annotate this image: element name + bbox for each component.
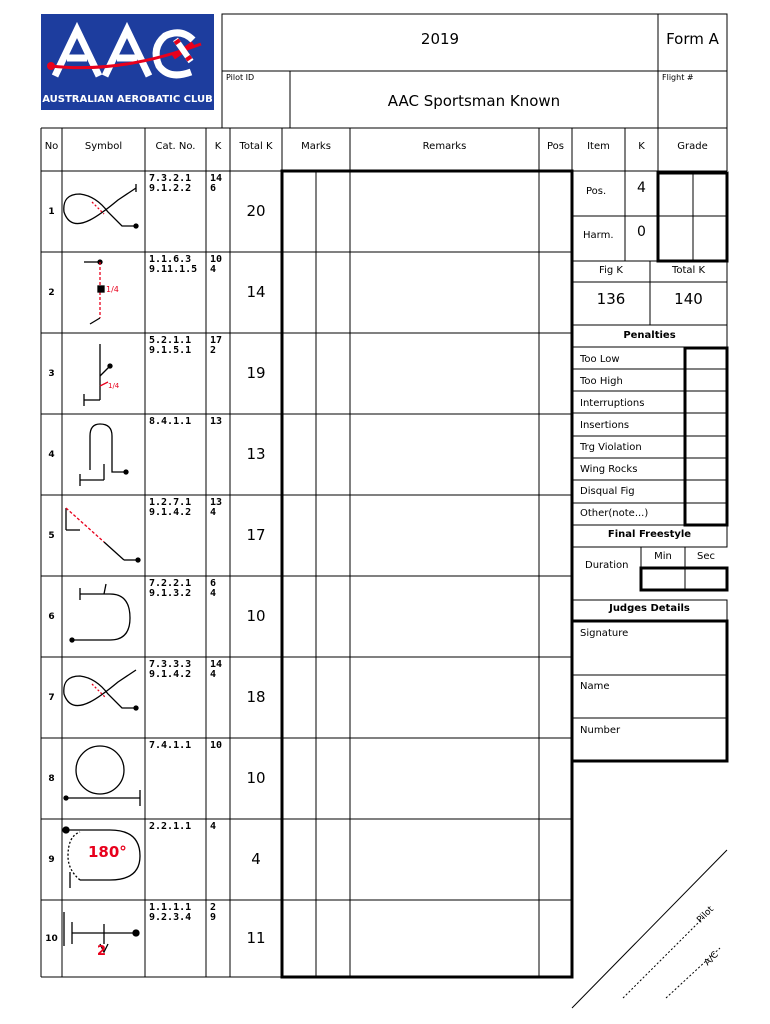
k-value: 2 — [210, 902, 217, 913]
pos-label: Pos. — [586, 186, 607, 197]
col-header-grade: Grade — [677, 141, 708, 152]
total-k-label: Total K — [671, 265, 706, 276]
duration-min-field[interactable] — [643, 570, 683, 588]
total-k-value: 11 — [246, 928, 266, 947]
figure-6-symbol — [70, 584, 130, 642]
figure-number: 3 — [48, 368, 55, 379]
pos-k-value: 4 — [637, 180, 646, 196]
catalog-number: 7.4.1.1 — [149, 740, 192, 751]
k-value: 4 — [210, 588, 217, 599]
penalty-label: Wing Rocks — [580, 464, 638, 475]
penalty-label: Insertions — [580, 420, 630, 431]
catalog-number: 8.4.1.1 — [149, 416, 192, 427]
figure-number: 8 — [48, 773, 55, 784]
figure-8-symbol — [64, 746, 140, 806]
penalty-field[interactable] — [687, 351, 725, 370]
k-value: 10 — [210, 254, 223, 265]
total-k-value: 19 — [246, 363, 266, 382]
min-label: Min — [654, 551, 672, 562]
catalog-number: 2.2.1.1 — [149, 821, 192, 832]
penalty-field[interactable] — [687, 505, 725, 524]
penalty-field[interactable] — [687, 395, 725, 414]
figure-3-roll-label: 1/4 — [108, 382, 120, 390]
k-value: 6 — [210, 578, 217, 589]
total-k-value: 14 — [246, 282, 266, 301]
k-value: 9 — [210, 912, 217, 923]
fig-k-label: Fig K — [599, 265, 623, 276]
year: 2019 — [420, 30, 460, 48]
freestyle-title: Final Freestyle — [607, 529, 692, 540]
total-k-value: 13 — [246, 444, 266, 463]
k-value: 4 — [210, 264, 217, 275]
signature-label: Signature — [580, 628, 629, 639]
figure-4-symbol — [80, 424, 128, 486]
figure-3-symbol — [84, 344, 112, 406]
figure-number: 10 — [45, 933, 58, 944]
harm-k-value: 0 — [637, 224, 646, 240]
penalty-label: Too High — [580, 376, 623, 387]
catalog-number: 7.3.3.3 — [149, 659, 192, 670]
harm-label: Harm. — [583, 230, 614, 241]
figure-7-symbol — [64, 670, 138, 710]
catalog-number: 1.1.1.1 — [149, 902, 192, 913]
total-k-value: 140 — [674, 290, 703, 308]
col-header-cat-no: Cat. No. — [155, 141, 196, 152]
penalty-label: Too Low — [580, 354, 620, 365]
catalog-number: 9.11.1.5 — [149, 264, 198, 275]
figure-number: 1 — [48, 206, 55, 217]
figure-number: 4 — [48, 449, 55, 460]
figure-number: 7 — [48, 692, 55, 703]
signature-field[interactable] — [574, 642, 725, 672]
figure-2-roll-label: 1/4 — [106, 285, 119, 294]
figure-10-roll-label: 2 — [97, 944, 107, 959]
catalog-number: 7.3.2.1 — [149, 173, 192, 184]
catalog-number: 9.1.4.2 — [149, 507, 192, 518]
k-value: 13 — [210, 497, 223, 508]
figure-1-symbol — [64, 184, 138, 228]
figure-2-symbol — [84, 260, 104, 324]
penalty-field[interactable] — [687, 373, 725, 392]
pilot-id-label: Pilot ID — [226, 73, 255, 82]
catalog-number: 1.2.7.1 — [149, 497, 192, 508]
k-value: 10 — [210, 740, 223, 751]
club-name: AUSTRALIAN AEROBATIC CLUB — [42, 94, 213, 105]
col-header-no: No — [44, 141, 59, 152]
fig-k-value: 136 — [596, 290, 626, 308]
catalog-number: 9.1.4.2 — [149, 669, 192, 680]
penalty-field[interactable] — [687, 483, 725, 502]
name-label: Name — [580, 681, 610, 692]
figure-number: 6 — [48, 611, 55, 622]
number-label: Number — [580, 725, 621, 736]
catalog-number: 9.1.3.2 — [149, 588, 192, 599]
col-header-marks: Marks — [301, 141, 331, 152]
flight-number-label: Flight # — [662, 73, 694, 82]
k-value: 13 — [210, 416, 223, 427]
catalog-number: 9.2.3.4 — [149, 912, 192, 923]
figure-9-turn-label: 180° — [88, 843, 127, 861]
total-k-value: 4 — [251, 849, 261, 868]
penalty-label: Disqual Fig — [580, 486, 635, 497]
col-header-pos: Pos — [546, 141, 564, 152]
figure-number: 2 — [48, 287, 55, 298]
k-value: 2 — [210, 345, 217, 356]
figure-5-symbol — [66, 508, 140, 562]
k-value: 17 — [210, 335, 223, 346]
penalty-label: Interruptions — [580, 398, 645, 409]
total-k-value: 17 — [246, 525, 266, 544]
duration-label: Duration — [585, 560, 629, 571]
name-field[interactable] — [574, 695, 725, 715]
figure-number: 5 — [48, 530, 55, 541]
k-value: 4 — [210, 669, 217, 680]
corner-ac-label: A/C — [702, 949, 721, 969]
penalty-field[interactable] — [687, 461, 725, 480]
catalog-number: 5.2.1.1 — [149, 335, 192, 346]
col-header-remarks: Remarks — [422, 141, 467, 152]
penalty-field[interactable] — [687, 439, 725, 458]
form-label: Form A — [666, 30, 719, 48]
k-value: 14 — [210, 173, 223, 184]
duration-sec-field[interactable] — [687, 570, 725, 588]
penalty-label: Other(note...) — [580, 508, 649, 519]
total-k-value: 10 — [246, 768, 266, 787]
catalog-number: 9.1.2.2 — [149, 183, 192, 194]
catalog-number: 9.1.5.1 — [149, 345, 192, 356]
penalty-label: Trg Violation — [580, 442, 642, 453]
col-header-symbol: Symbol — [84, 141, 123, 152]
catalog-number: 1.1.6.3 — [149, 254, 192, 265]
figure-number: 9 — [48, 854, 55, 865]
total-k-value: 20 — [246, 201, 266, 220]
k-value: 14 — [210, 659, 223, 670]
corner-pilot-label: Pilot — [695, 904, 716, 926]
k-value: 4 — [210, 507, 217, 518]
col-header-k: K — [214, 141, 222, 152]
catalog-number: 7.2.2.1 — [149, 578, 192, 589]
k-value: 4 — [210, 821, 217, 832]
judges-title: Judges Details — [609, 603, 690, 614]
penalties-title: Penalties — [623, 330, 676, 341]
penalty-field[interactable] — [687, 417, 725, 436]
col-header-item-k: K — [638, 141, 645, 152]
number-field[interactable] — [574, 739, 725, 759]
total-k-value: 10 — [246, 606, 266, 625]
sequence-title: AAC Sportsman Known — [387, 92, 561, 110]
total-k-value: 18 — [246, 687, 266, 706]
k-value: 6 — [210, 183, 217, 194]
col-header-total-k: Total K — [239, 141, 273, 152]
sec-label: Sec — [697, 551, 715, 562]
col-header-item: Item — [587, 141, 610, 152]
